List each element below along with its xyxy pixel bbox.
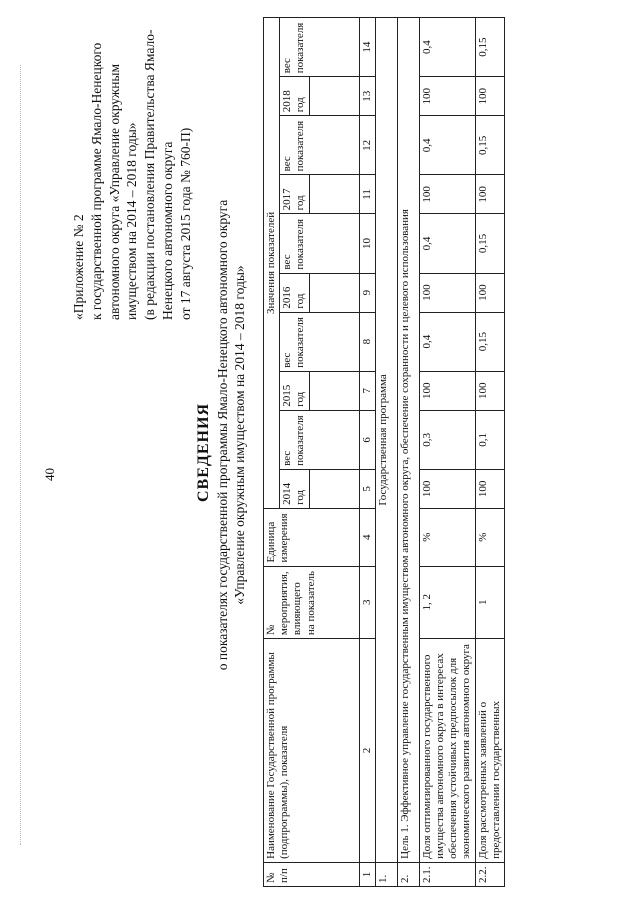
value-2014: 100	[419, 469, 475, 508]
column-number: 3	[359, 566, 375, 639]
unit: %	[475, 508, 504, 566]
header-weight: вес показателя	[280, 116, 359, 175]
value-2018: 100	[419, 77, 475, 116]
header-year-2015: 2015 год	[280, 371, 309, 410]
attachment-line: имуществом на 2014 – 2018 годы»	[124, 122, 140, 320]
subtitle-line-2: «Управление окружным имуществом на 2014 – 2018 годы»	[231, 265, 247, 605]
attachment-line: Ненецкого автономного округа	[160, 141, 176, 320]
table-row	[475, 18, 504, 887]
document-subtitle	[215, 85, 249, 785]
column-number-row	[359, 18, 375, 887]
header-row	[264, 18, 280, 887]
value-2018: 100	[475, 77, 504, 116]
column-number: 13	[359, 77, 375, 116]
header-year-2016: 2016 год	[280, 273, 309, 312]
row-no: 2.1.	[419, 862, 475, 886]
header-year-spacer	[309, 371, 359, 410]
value-2015: 100	[419, 371, 475, 410]
column-number: 8	[359, 312, 375, 371]
value-2016: 100	[475, 273, 504, 312]
weight-2017: 0,15	[475, 116, 504, 175]
weight-2014: 0,1	[475, 410, 504, 469]
value-2016: 100	[419, 273, 475, 312]
subtitle-line-1: о показателях государственной программы Ямало-Ненецкого автономного округа	[215, 199, 230, 671]
measure-no: 1, 2	[419, 566, 475, 639]
goal-title: Цель 1. Эффективное управление государственным имуществом автономного округа, обеспечение сохранности и целевого использования	[397, 18, 419, 863]
column-number: 9	[359, 273, 375, 312]
weight-2017: 0,4	[419, 116, 475, 175]
column-number: 2	[359, 639, 375, 863]
value-2017: 100	[419, 175, 475, 214]
weight-2018: 0,15	[475, 18, 504, 77]
header-year-spacer	[309, 175, 359, 214]
program-title: Государственная программа	[375, 18, 397, 863]
indicator-name: Доля рассмотренных заявлений о предоставлении государственных	[475, 639, 504, 863]
weight-2015: 0,4	[419, 312, 475, 371]
attachment-line: «Приложение № 2	[71, 214, 86, 320]
header-weight: вес показателя	[280, 18, 359, 77]
measure-no: 1	[475, 566, 504, 639]
unit: %	[419, 508, 475, 566]
row-no: 2.	[397, 862, 419, 886]
column-number: 11	[359, 175, 375, 214]
value-2017: 100	[475, 175, 504, 214]
column-number: 14	[359, 18, 375, 77]
header-year-spacer	[309, 469, 359, 508]
scan-noise	[20, 65, 21, 845]
weight-2014: 0,3	[419, 410, 475, 469]
header-year-spacer	[309, 273, 359, 312]
column-number: 10	[359, 214, 375, 273]
row-no: 2.2.	[475, 862, 504, 886]
header-values: Значения показателей	[264, 18, 280, 509]
page-number: 40	[42, 468, 57, 481]
value-2015: 100	[475, 371, 504, 410]
column-number: 7	[359, 371, 375, 410]
column-number: 1	[359, 862, 375, 886]
attachment-block	[70, 10, 195, 320]
header-year-spacer	[309, 77, 359, 116]
row-no: 1.	[375, 862, 397, 886]
header-year-2017: 2017 год	[280, 175, 309, 214]
program-row	[375, 18, 397, 887]
header-name: Наименование Государственной программы (подпрограммы), показателя	[264, 639, 360, 863]
indicators-table	[263, 17, 505, 887]
column-number: 6	[359, 410, 375, 469]
column-number: 4	[359, 508, 375, 566]
header-weight: вес показателя	[280, 410, 359, 469]
header-measure: № мероприятия, влияющего на показатель	[264, 566, 360, 639]
column-number: 12	[359, 116, 375, 175]
attachment-line: от 17 августа 2015 года № 760-П)	[177, 127, 193, 320]
weight-2018: 0,4	[419, 18, 475, 77]
attachment-line: (в редакции постановления Правительства Ямало-	[142, 29, 158, 320]
weight-2016: 0,4	[419, 214, 475, 273]
column-number: 5	[359, 469, 375, 508]
goal-row	[397, 18, 419, 887]
weight-2016: 0,15	[475, 214, 504, 273]
header-weight: вес показателя	[280, 214, 359, 273]
table-row	[419, 18, 475, 887]
weight-2015: 0,15	[475, 312, 504, 371]
header-year-2014: 2014 год	[280, 469, 309, 508]
header-weight: вес показателя	[280, 312, 359, 371]
attachment-line: к государственной программе Ямало-Ненецкого	[88, 42, 104, 320]
header-unit: Единица измерения	[264, 508, 360, 566]
attachment-line: автономного округа «Управление окружным	[106, 63, 122, 320]
indicator-name: Доля оптимизированного государственного имущества автономного округа в интересах обеспечения устойчивых предпосылок для экономического развития автономного округа	[419, 639, 475, 863]
value-2014: 100	[475, 469, 504, 508]
document-title: СВЕДЕНИЯ	[195, 402, 212, 503]
header-no: № п/п	[264, 862, 360, 886]
header-year-2018: 2018 год	[280, 77, 309, 116]
